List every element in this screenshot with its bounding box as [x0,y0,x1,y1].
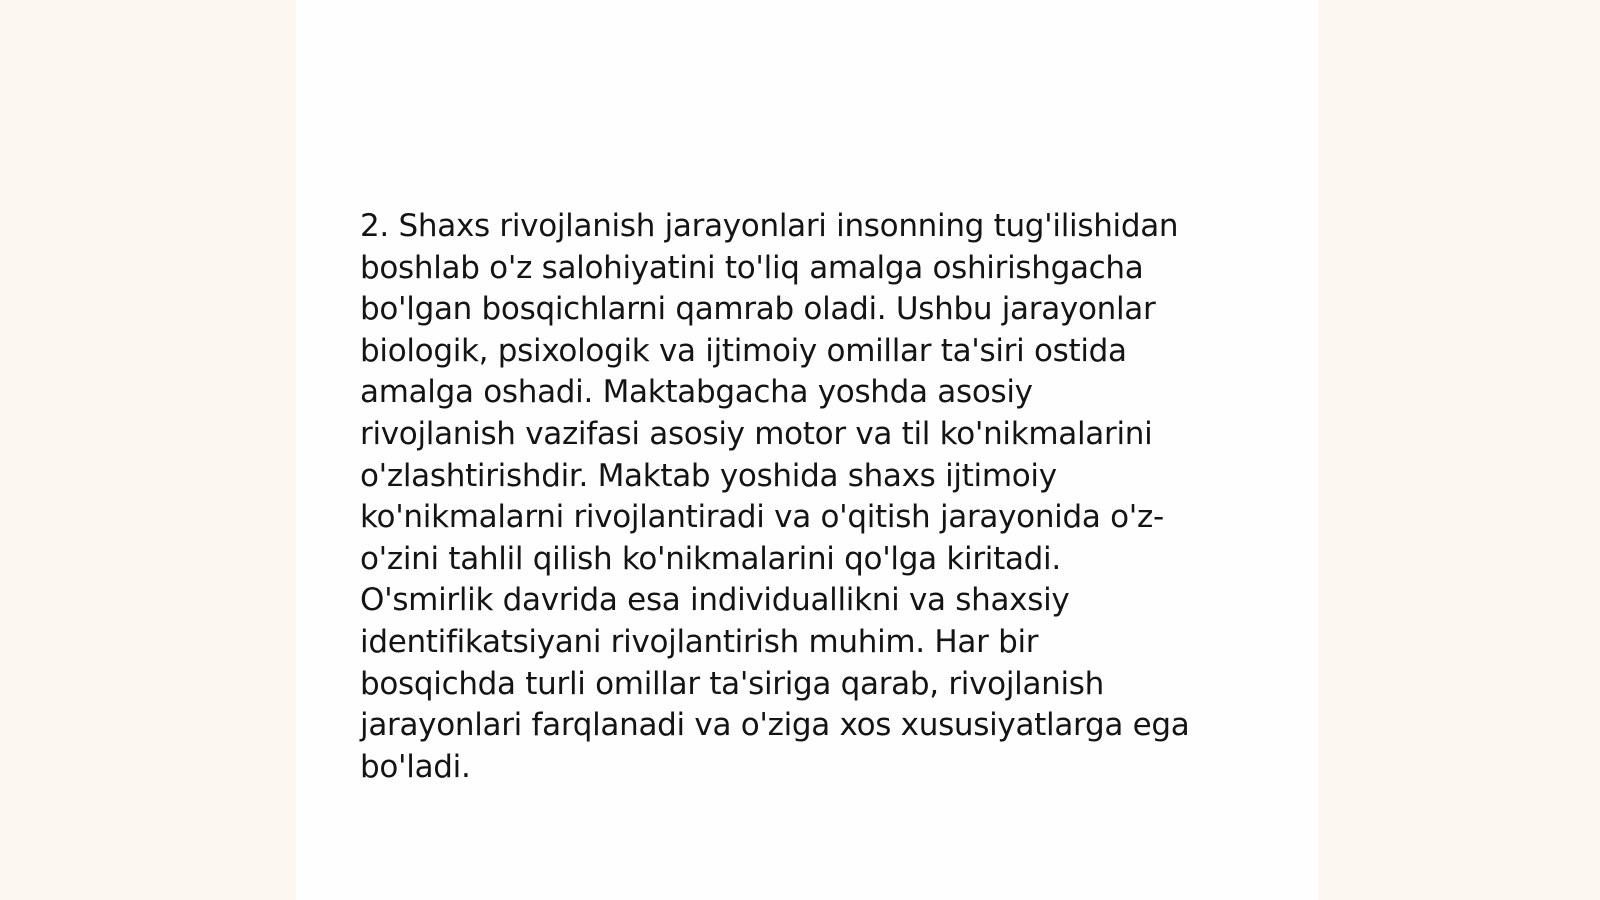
text-line: bo'ladi. [360,748,471,785]
text-line: biologik, psixologik va ijtimoiy omillar ta'siri ostida [360,332,1127,369]
text-line: rivojlanish vazifasi asosiy motor va til ko'nikmalarini [360,415,1153,452]
text-line: amalga oshadi. Maktabgacha yoshda asosiy [360,374,1033,411]
text-line: identifikatsiyani rivojlantirish muhim. Har bir [360,623,1039,660]
text-line: boshlab o'z salohiyatini to'liq amalga oshirishgacha [360,249,1144,286]
text-line: bosqichda turli omillar ta'siriga qarab, rivojlanish [360,665,1105,702]
text-line: ko'nikmalarni rivojlantiradi va o'qitish jarayonida o'z- [360,499,1164,536]
text-line: jarayonlari farqlanadi va o'ziga xos xususiyatlarga ega [360,707,1190,744]
text-line: O'smirlik davrida esa individuallikni va shaxsiy [360,582,1070,619]
text-line: o'zlashtirishdir. Maktab yoshida shaxs ijtimoiy [360,457,1057,494]
text-line: bo'lgan bosqichlarni qamrab oladi. Ushbu jarayonlar [360,291,1156,328]
slide-body-text [360,206,1260,788]
text-line: 2. Shaxs rivojlanish jarayonlari insonning tug'ilishidan [360,208,1179,244]
slide [296,0,1318,900]
text-line: o'zini tahlil qilish ko'nikmalarini qo'lga kiritadi. [360,540,1061,577]
